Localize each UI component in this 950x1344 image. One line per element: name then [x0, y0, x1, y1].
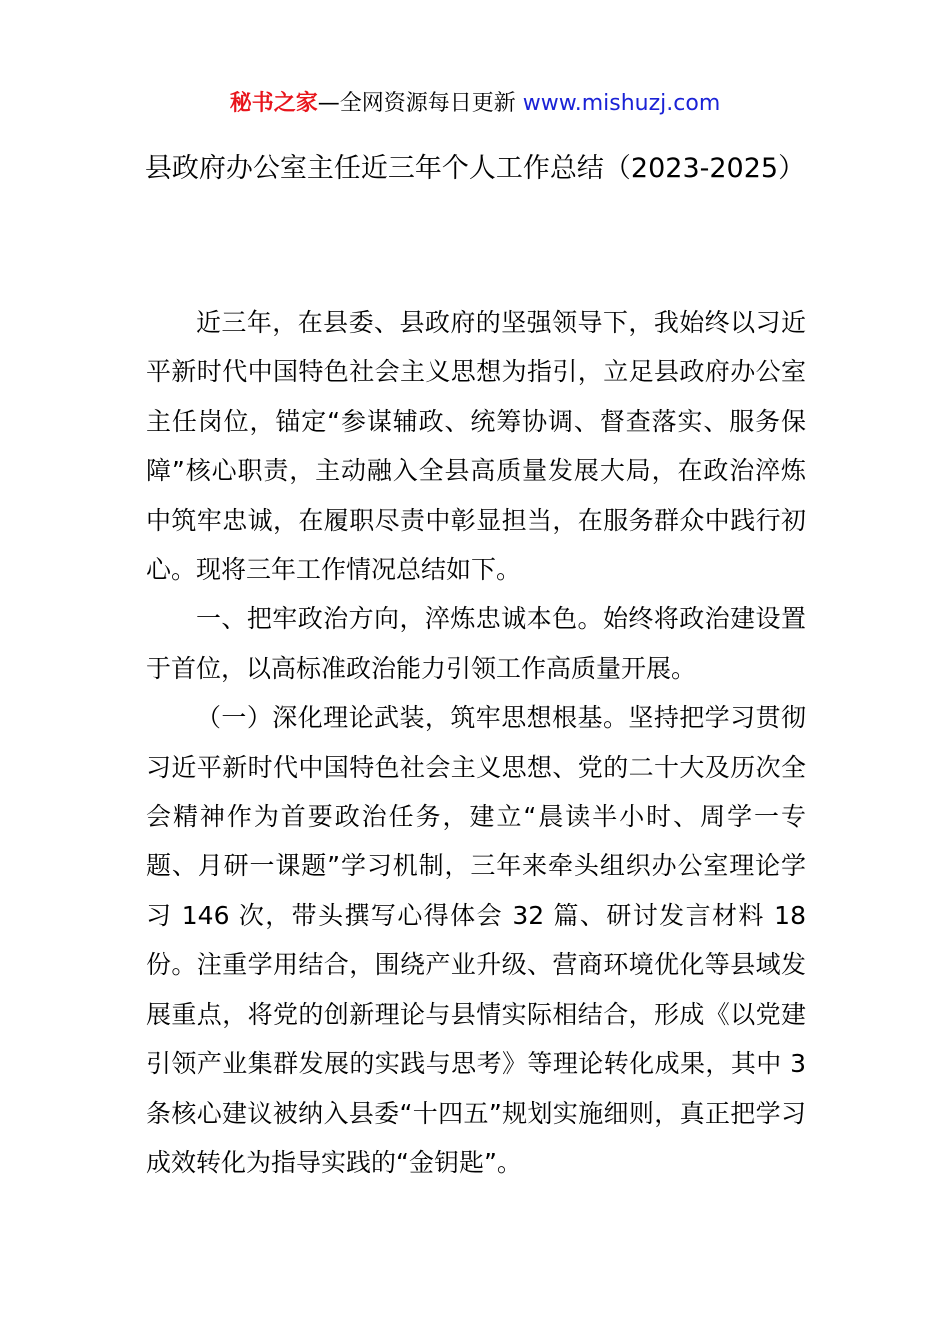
site-url[interactable]: www.mishuzj.com	[522, 91, 721, 116]
paragraph-subsection-1: （一）深化理论武装，筑牢思想根基。坚持把学习贯彻习近平新时代中国特色社会主义思想、党的二十大及历次全会精神作为首要政治任务，建立“晨读半小时、周学一专题、月研一课题”学习机制，三年来牵头组织办公室理论学习 146 次，带头撰写心得体会 32 篇、研讨发言材料 18 份。注重学用结合，围绕产业升级、营商环境优化等县域发展重点，将党的创新理论与县情实际相结合，形成《以党建引领产业集群发展的实践与思考》等理论转化成果，其中 3 条核心建议被纳入县委“十四五”规划实施细则，真正把学习成效转化为指导实践的“金钥匙”。	[146, 703, 806, 1177]
paragraph-intro: 近三年，在县委、县政府的坚强领导下，我始终以习近平新时代中国特色社会主义思想为指引，立足县政府办公室主任岗位，锚定“参谋辅政、统筹协调、督查落实、服务保障”核心职责，主动融入全县高质量发展大局，在政治淬炼中筑牢忠诚，在履职尽责中彰显担当，在服务群众中践行初心。现将三年工作情况总结如下。	[146, 308, 806, 585]
paragraph-section-1: 一、把牢政治方向，淬炼忠诚本色。始终将政治建设置于首位，以高标准政治能力引领工作高质量开展。	[146, 604, 806, 683]
document-title: 县政府办公室主任近三年个人工作总结（2023-2025）	[144, 153, 806, 184]
site-header	[0, 86, 950, 122]
brand-name: 秘书之家	[229, 91, 318, 116]
header-tagline: —全网资源每日更新	[317, 91, 523, 116]
document-body	[146, 298, 806, 1187]
